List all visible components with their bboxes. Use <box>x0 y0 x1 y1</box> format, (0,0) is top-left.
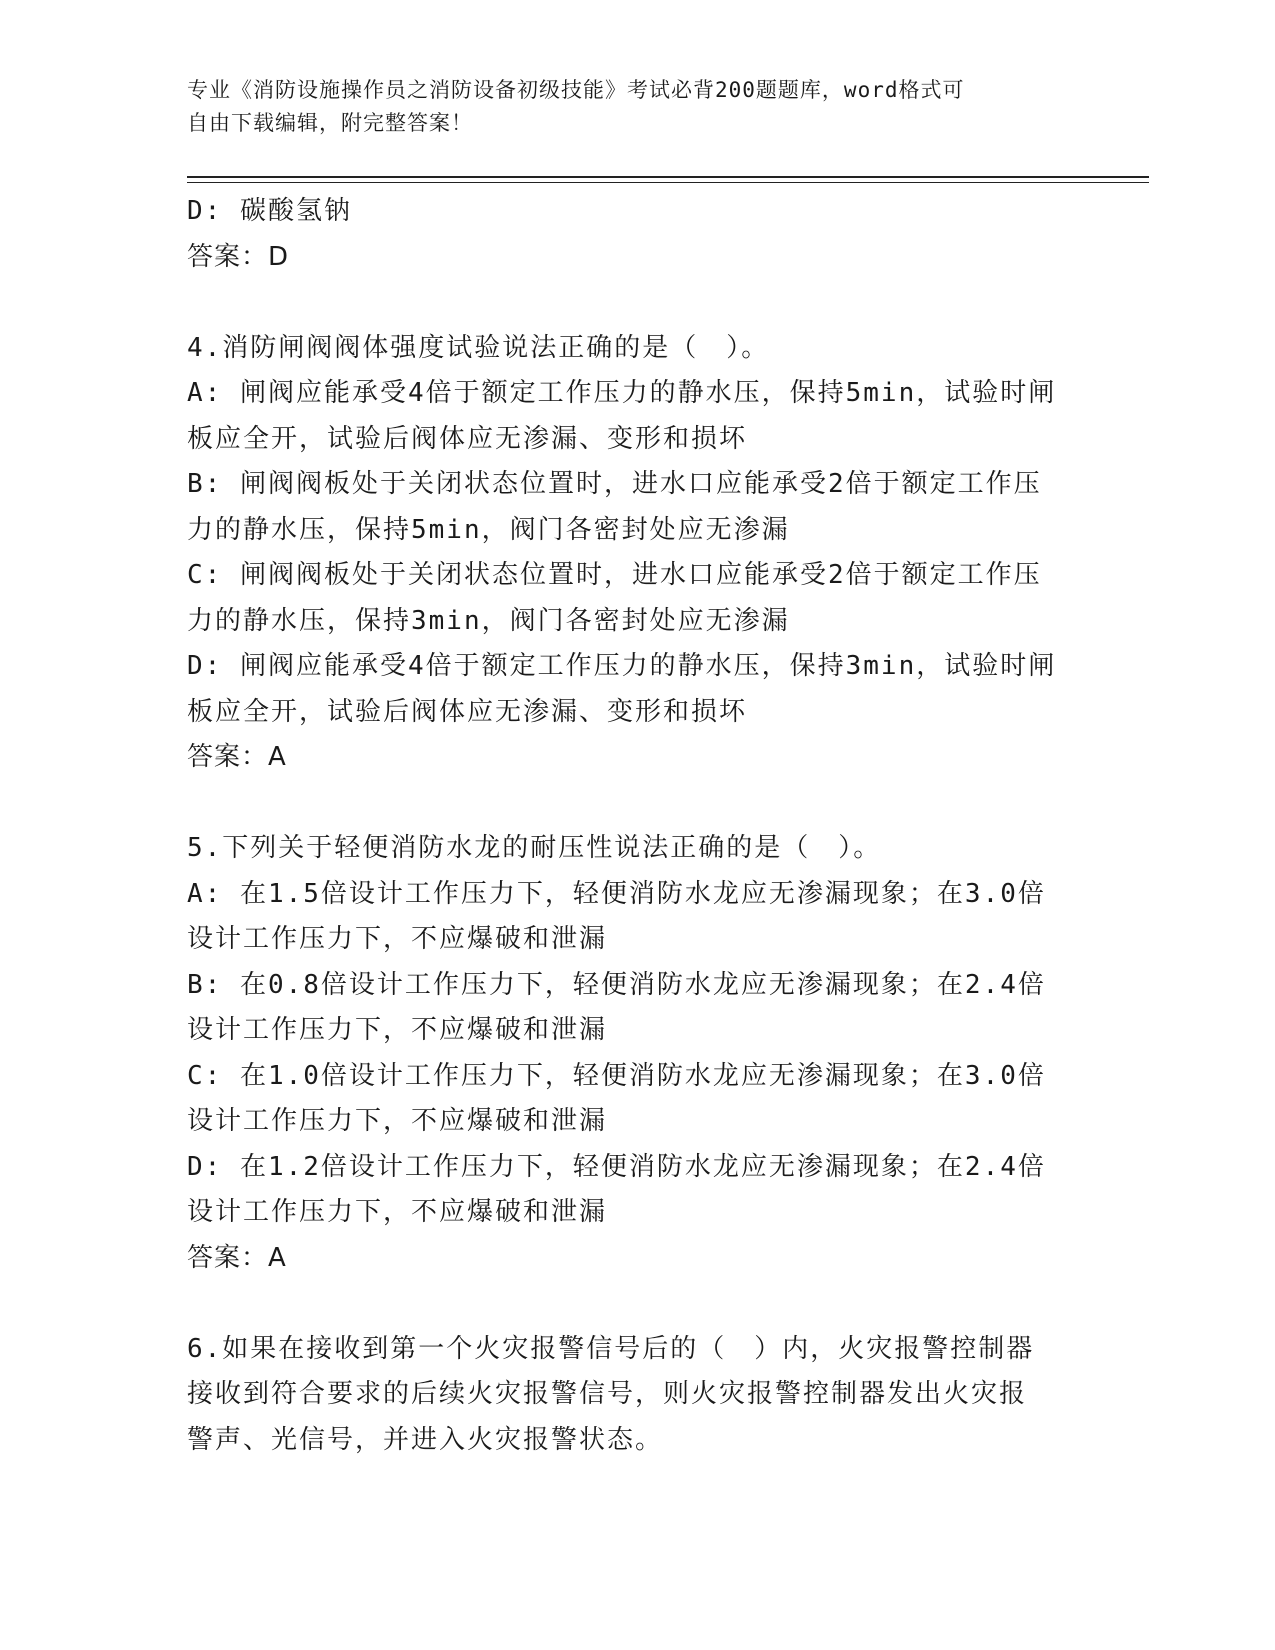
question-6 <box>187 1327 1087 1464</box>
option-b-line-1: B: 在0.8倍设计工作压力下，轻便消防水龙应无渗漏现象；在2.4倍 <box>187 969 1046 1000</box>
option-a-line-2: 板应全开，试验后阀体应无渗漏、变形和损坏 <box>187 423 748 454</box>
option-c-line-1: C: 在1.0倍设计工作压力下，轻便消防水龙应无渗漏现象；在3.0倍 <box>187 1060 1046 1091</box>
option-d: D: 碳酸氢钠 <box>187 196 352 226</box>
option-b-line-2: 力的静水压，保持5min，阀门各密封处应无渗漏 <box>187 514 790 545</box>
answer: 答案：A <box>187 742 287 772</box>
option-c-line-1: C: 闸阀阀板处于关闭状态位置时，进水口应能承受2倍于额定工作压 <box>187 560 1042 590</box>
header-line-2: 自由下载编辑，附完整答案！ <box>187 111 473 135</box>
option-d-line-2: 设计工作压力下，不应爆破和泄漏 <box>187 1197 608 1227</box>
spacer <box>187 280 1087 326</box>
option-d-line-1: D: 闸阀应能承受4倍于额定工作压力的静水压，保持3min，试验时闸 <box>187 651 1057 681</box>
question-4 <box>187 326 1087 781</box>
document-header <box>187 74 1087 140</box>
question-stem-line-2: 接收到符合要求的后续火灾报警信号，则火灾报警控制器发出火灾报 <box>187 1379 1028 1409</box>
answer: 答案：A <box>187 1242 287 1273</box>
option-a-line-1: A: 在1.5倍设计工作压力下，轻便消防水龙应无渗漏现象；在3.0倍 <box>187 878 1046 909</box>
spacer <box>187 781 1087 827</box>
header-divider-thin <box>187 182 1149 183</box>
question-stem-line-3: 警声、光信号，并进入火灾报警状态。 <box>187 1424 664 1455</box>
question-stem-line-1: 6.如果在接收到第一个火灾报警信号后的（ ）内，火灾报警控制器 <box>187 1333 1035 1364</box>
option-b-line-1: B: 闸阀阀板处于关闭状态位置时，进水口应能承受2倍于额定工作压 <box>187 469 1042 499</box>
header-divider-thick <box>187 176 1149 178</box>
option-c-line-2: 设计工作压力下，不应爆破和泄漏 <box>187 1106 608 1136</box>
header-line-1: 专业《消防设施操作员之消防设备初级技能》考试必背200题题库，word格式可 <box>187 78 965 102</box>
option-c-line-2: 力的静水压，保持3min，阀门各密封处应无渗漏 <box>187 605 790 636</box>
question-5 <box>187 826 1087 1281</box>
question-stem: 4.消防闸阀阀体强度试验说法正确的是（ ）。 <box>187 332 770 363</box>
option-d-line-1: D: 在1.2倍设计工作压力下，轻便消防水龙应无渗漏现象；在2.4倍 <box>187 1151 1046 1182</box>
document-body <box>187 189 1087 1463</box>
option-a-line-2: 设计工作压力下，不应爆破和泄漏 <box>187 924 608 954</box>
answer: 答案：D <box>187 241 290 272</box>
spacer <box>187 1281 1087 1327</box>
option-b-line-2: 设计工作压力下，不应爆破和泄漏 <box>187 1015 608 1045</box>
option-d-line-2: 板应全开，试验后阀体应无渗漏、变形和损坏 <box>187 696 748 727</box>
question-3-tail <box>187 189 1087 280</box>
option-a-line-1: A: 闸阀应能承受4倍于额定工作压力的静水压，保持5min，试验时闸 <box>187 378 1057 408</box>
question-stem: 5.下列关于轻便消防水龙的耐压性说法正确的是（ ）。 <box>187 833 882 863</box>
